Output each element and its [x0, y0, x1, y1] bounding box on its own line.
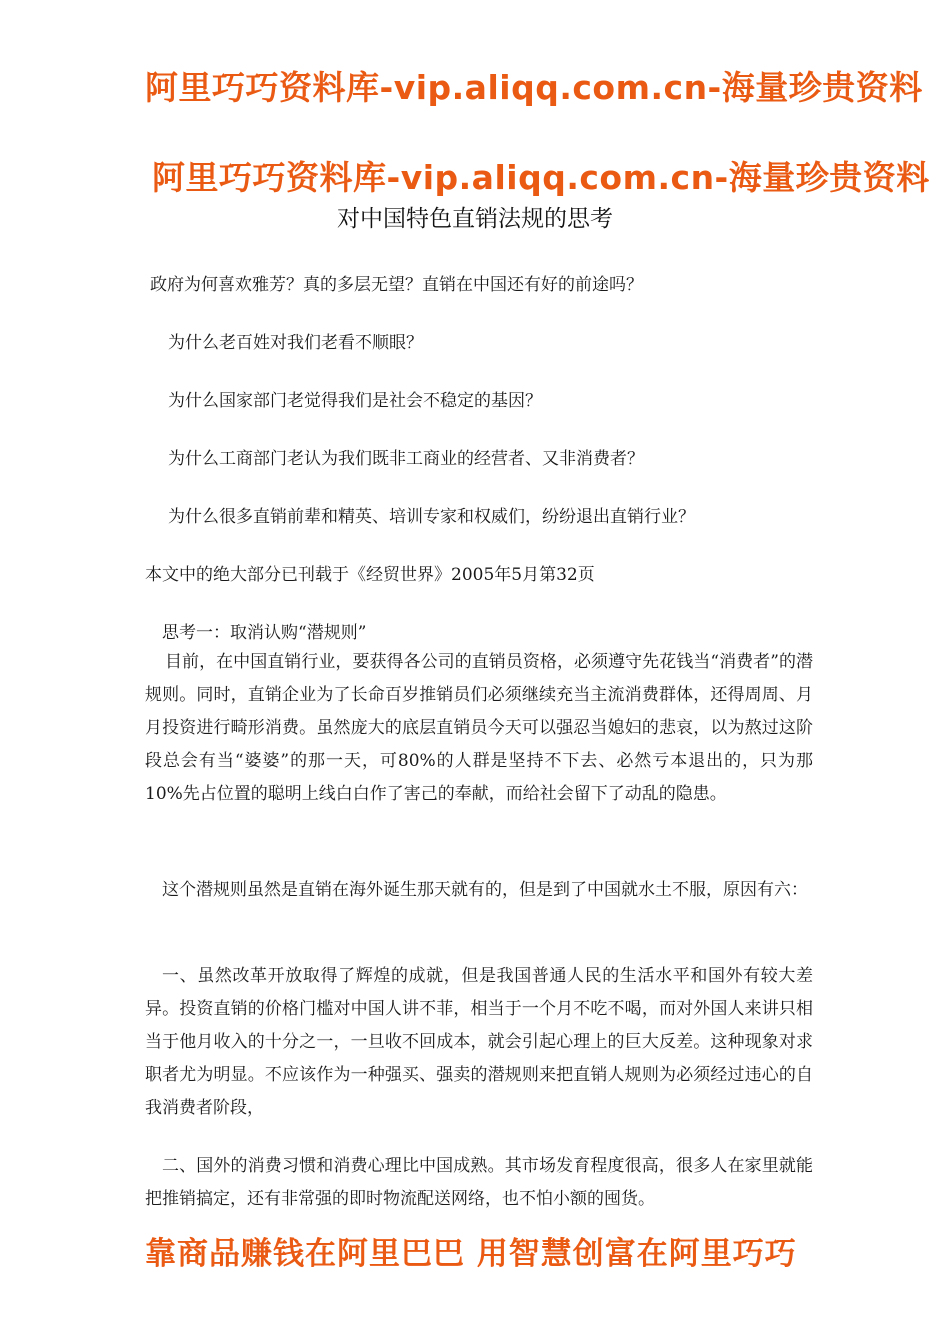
question-item: 为什么国家部门老觉得我们是社会不稳定的基因？ [168, 391, 542, 411]
question-item: 为什么工商部门老认为我们既非工商业的经营者、又非消费者？ [168, 449, 644, 469]
watermark-banner-bottom: 靠商品赚钱在阿里巴巴 用智慧创富在阿里巧巧 [145, 1236, 797, 1272]
body-paragraph: 一、虽然改革开放取得了辉煌的成就，但是我国普通人民的生活水平和国外有较大差异。投资直销的价格门槛对中国人讲不菲，相当于一个月不吃不喝，而对外国人来讲只相当于他月收入的十分之一，一旦收不回成本，就会引起心理上的巨大反差。这种现象对求职者尤为明显。不应该作为一种强买、强卖的潜规则来把直销人规则为必须经过违心的自我消费者阶段， [145, 966, 813, 1118]
publication-note: 本文中的绝大部分已刊载于《经贸世界》2005年5月第32页 [145, 565, 595, 585]
intro-question: 政府为何喜欢雅芳？真的多层无望？直销在中国还有好的前途吗？ [150, 275, 643, 295]
question-item: 为什么老百姓对我们老看不顺眼？ [168, 333, 423, 353]
document-title: 对中国特色直销法规的思考 [337, 206, 613, 232]
body-paragraph: 这个潜规则虽然是直销在海外诞生那天就有的，但是到了中国就水土不服，原因有六： [162, 880, 808, 900]
watermark-banner-top: 阿里巧巧资料库-vip.aliqq.com.cn-海量珍贵资料 [145, 68, 923, 107]
body-paragraph: 目前，在中国直销行业，要获得各公司的直销员资格，必须遵守先花钱当“消费者”的潜规则。同时，直销企业为了长命百岁推销员们必须继续充当主流消费群体，还得周周、月月投资进行畸形消费。虽然庞大的底层直销员今天可以强忍当媳妇的悲哀，以为熬过这阶段总会有当“婆婆”的那一天，可80%的人群是坚持不下去、必然亏本退出的，只为那10%先占位置的聪明上线白白作了害己的奉献，而给社会留下了动乱的隐患。 [145, 652, 813, 804]
body-paragraph: 二、国外的消费习惯和消费心理比中国成熟。其市场发育程度很高，很多人在家里就能把推销搞定，还有非常强的即时物流配送网络，也不怕小额的囤货。 [145, 1156, 813, 1209]
question-item: 为什么很多直销前辈和精英、培训专家和权威们，纷纷退出直销行业？ [168, 507, 695, 527]
watermark-banner-second: 阿里巧巧资料库-vip.aliqq.com.cn-海量珍贵资料 [152, 158, 930, 197]
section-heading: 思考一：取消认购“潜规则” [162, 623, 367, 643]
